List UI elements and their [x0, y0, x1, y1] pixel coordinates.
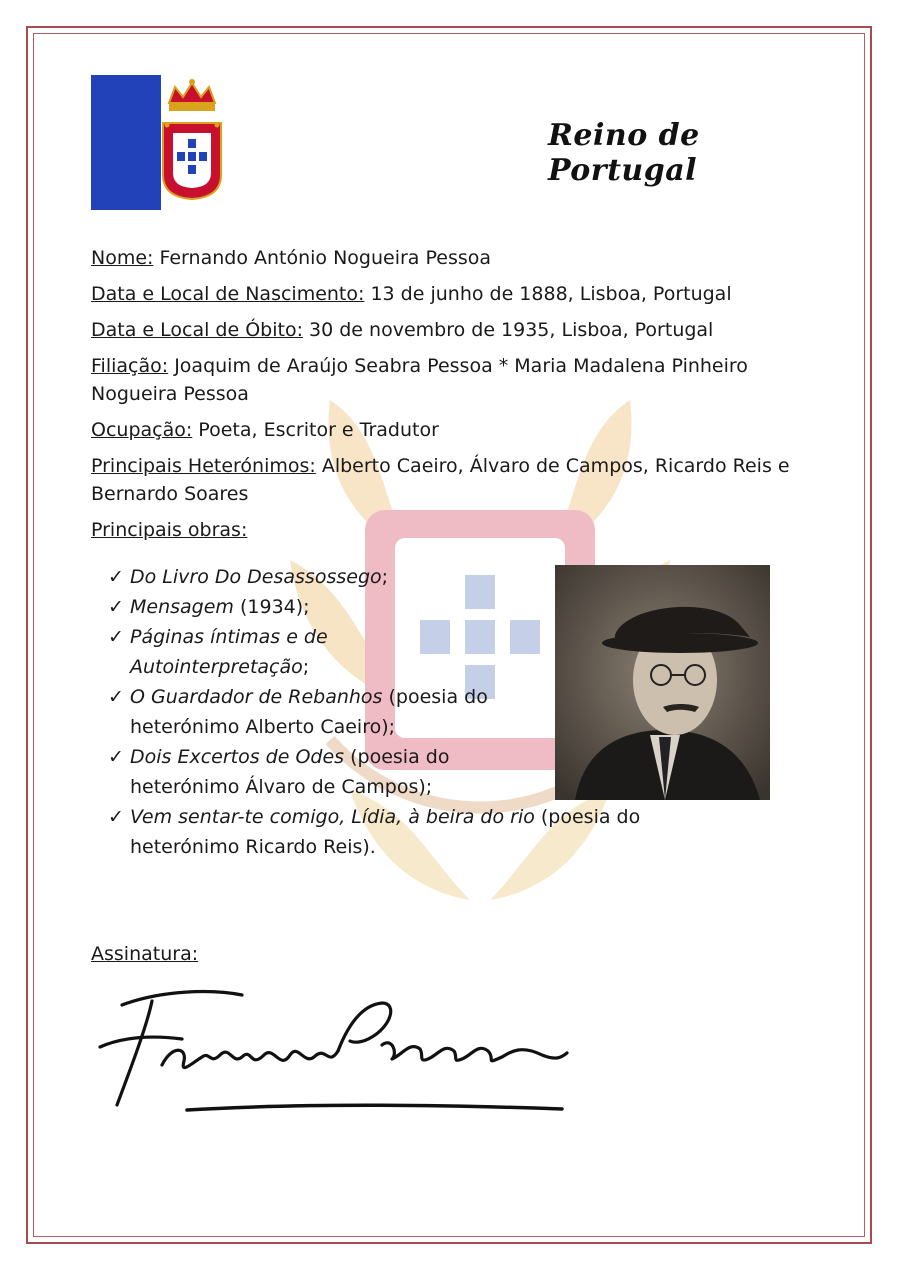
- list-item: [108, 742, 520, 802]
- field-death-label: Data e Local de Óbito:: [91, 319, 303, 341]
- work-title: Do Livro Do Desassossego: [130, 566, 382, 588]
- work-title: Dois Excertos de Odes: [130, 746, 345, 768]
- field-parents-value: Joaquim de Araújo Seabra Pessoa * Maria Madalena Pinheiro Nogueira Pessoa: [91, 355, 748, 405]
- field-heteronyms-value: Alberto Caeiro, Álvaro de Campos, Ricardo Reis e Bernardo Soares: [91, 455, 790, 505]
- list-item: [108, 622, 430, 682]
- signature-label: Assinatura:: [91, 943, 199, 965]
- field-occupation-label: Ocupação:: [91, 419, 193, 441]
- work-detail: (1934);: [233, 596, 310, 618]
- list-item: [108, 592, 430, 622]
- field-name: [91, 244, 811, 272]
- work-title: O Guardador de Rebanhos: [130, 686, 383, 708]
- field-occupation: [91, 416, 811, 444]
- field-birth-value: 13 de junho de 1888, Lisboa, Portugal: [364, 283, 732, 305]
- field-birth-label: Data e Local de Nascimento:: [91, 283, 365, 305]
- check-icon: ✓: [108, 566, 124, 588]
- work-detail: (poesia do heterónimo Ricardo Reis).: [130, 806, 641, 858]
- check-icon: ✓: [108, 626, 124, 648]
- field-death: [91, 316, 811, 344]
- work-detail: (poesia do heterónimo Alberto Caeiro);: [130, 686, 488, 738]
- works-label: Principais obras:: [91, 519, 248, 541]
- work-title: Páginas íntimas e de Autointerpretação: [130, 626, 328, 678]
- list-item: [108, 802, 730, 862]
- check-icon: ✓: [108, 596, 124, 618]
- portrait-photo: [555, 565, 770, 800]
- work-detail: ;: [302, 656, 310, 678]
- field-name-label: Nome:: [91, 247, 154, 269]
- work-detail: (poesia do heterónimo Álvaro de Campos);: [130, 746, 450, 798]
- field-name-value: Fernando António Nogueira Pessoa: [153, 247, 492, 269]
- field-death-value: 30 de novembro de 1935, Lisboa, Portugal: [302, 319, 714, 341]
- handwritten-signature: [92, 985, 572, 1120]
- check-icon: ✓: [108, 746, 124, 768]
- list-item: [108, 682, 570, 742]
- royal-flag: [91, 75, 225, 210]
- list-item: [108, 562, 430, 592]
- work-title: Vem sentar-te comigo, Lídia, à beira do rio: [130, 806, 535, 828]
- field-occupation-value: Poeta, Escritor e Tradutor: [192, 419, 439, 441]
- check-icon: ✓: [108, 806, 124, 828]
- field-parents-label: Filiação:: [91, 355, 169, 377]
- field-parents: [91, 352, 811, 408]
- check-icon: ✓: [108, 686, 124, 708]
- kingdom-title: Reino de Portugal: [548, 118, 700, 188]
- work-title: Mensagem: [130, 596, 234, 618]
- work-detail: ;: [381, 566, 389, 588]
- field-heteronyms-label: Principais Heterónimos:: [91, 455, 316, 477]
- field-heteronyms: [91, 452, 811, 508]
- field-birth: [91, 280, 811, 308]
- biography-fields: [91, 244, 811, 544]
